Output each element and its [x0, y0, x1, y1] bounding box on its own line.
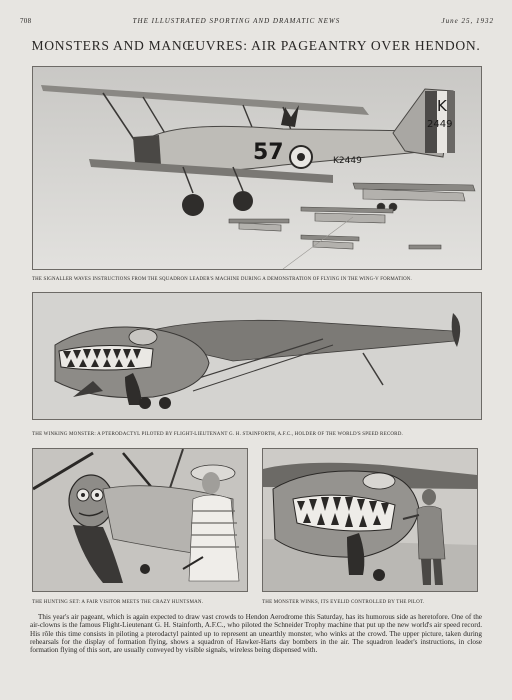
photo-hunting-set [32, 448, 248, 592]
photo-monster-winks [262, 448, 478, 592]
fuselage-number: 57 [253, 140, 284, 165]
biplane-formation-illustration [33, 67, 481, 269]
fuselage-serial: K2449 [333, 156, 362, 166]
issue-date: June 25, 1932 [441, 17, 494, 25]
caption-bottom-right-photo: THE MONSTER WINKS, ITS EYELID CONTROLLED BY THE PILOT. [262, 600, 425, 605]
caption-top-photo: THE SIGNALLER WAVES INSTRUCTIONS FROM THE SQUADRON LEADER'S MACHINE DURING A DEMONSTRATION OF FLYING IN THE WING-V FORMATION. [32, 277, 412, 282]
monster-pilot-illustration [263, 449, 477, 591]
caption-middle-photo: THE WINKING MONSTER: A PTERODACTYL PILOTED BY FLIGHT-LIEUTENANT G. H. STAINFORTH, A.F.C., HOLDER OF THE WORLD'S SPEED RECORD. [32, 432, 403, 437]
pterodactyl-flight-illustration [33, 293, 481, 419]
article-paragraph: This year's air pageant, which is again expected to draw vast crowds to Hendon Aerodrome this Saturday, has its humorous side as heretofore. One of the air-clowns is the famous Flight-Lieutenant G. H. Stainforth, A.F.C., who piloted the Schneider Trophy machine that put up the new world's air speed record. His rôle this time consists in piloting a pterodactyl painted up to represent an unearthly monster, who winks at the crowd. The upper picture, taken during rehearsals for the display of formation flying, shows a squadron of Hawker-Harts day bombers in the air. The squadron leader's instructions, in close formation flying of this sort, are usually conveyed by visible signals, wireless being dispensed with. [30, 613, 482, 655]
running-head [20, 17, 494, 25]
publication-title: THE ILLUSTRATED SPORTING AND DRAMATIC NEWS [132, 17, 341, 25]
article-body [30, 613, 482, 654]
photo-winking-monster [32, 292, 482, 420]
fin-number: 2449 [427, 119, 453, 130]
page-number: 708 [20, 17, 32, 25]
huntsman-visitor-illustration [33, 449, 247, 591]
caption-bottom-left-photo: THE HUNTING SET: A FAIR VISITOR MEETS THE CRAZY HUNTSMAN. [32, 600, 204, 605]
headline: MONSTERS AND MANŒUVRES: AIR PAGEANTRY OVER HENDON. [31, 38, 481, 53]
photo-biplane-formation [32, 66, 482, 270]
fin-letter: K [437, 97, 447, 115]
